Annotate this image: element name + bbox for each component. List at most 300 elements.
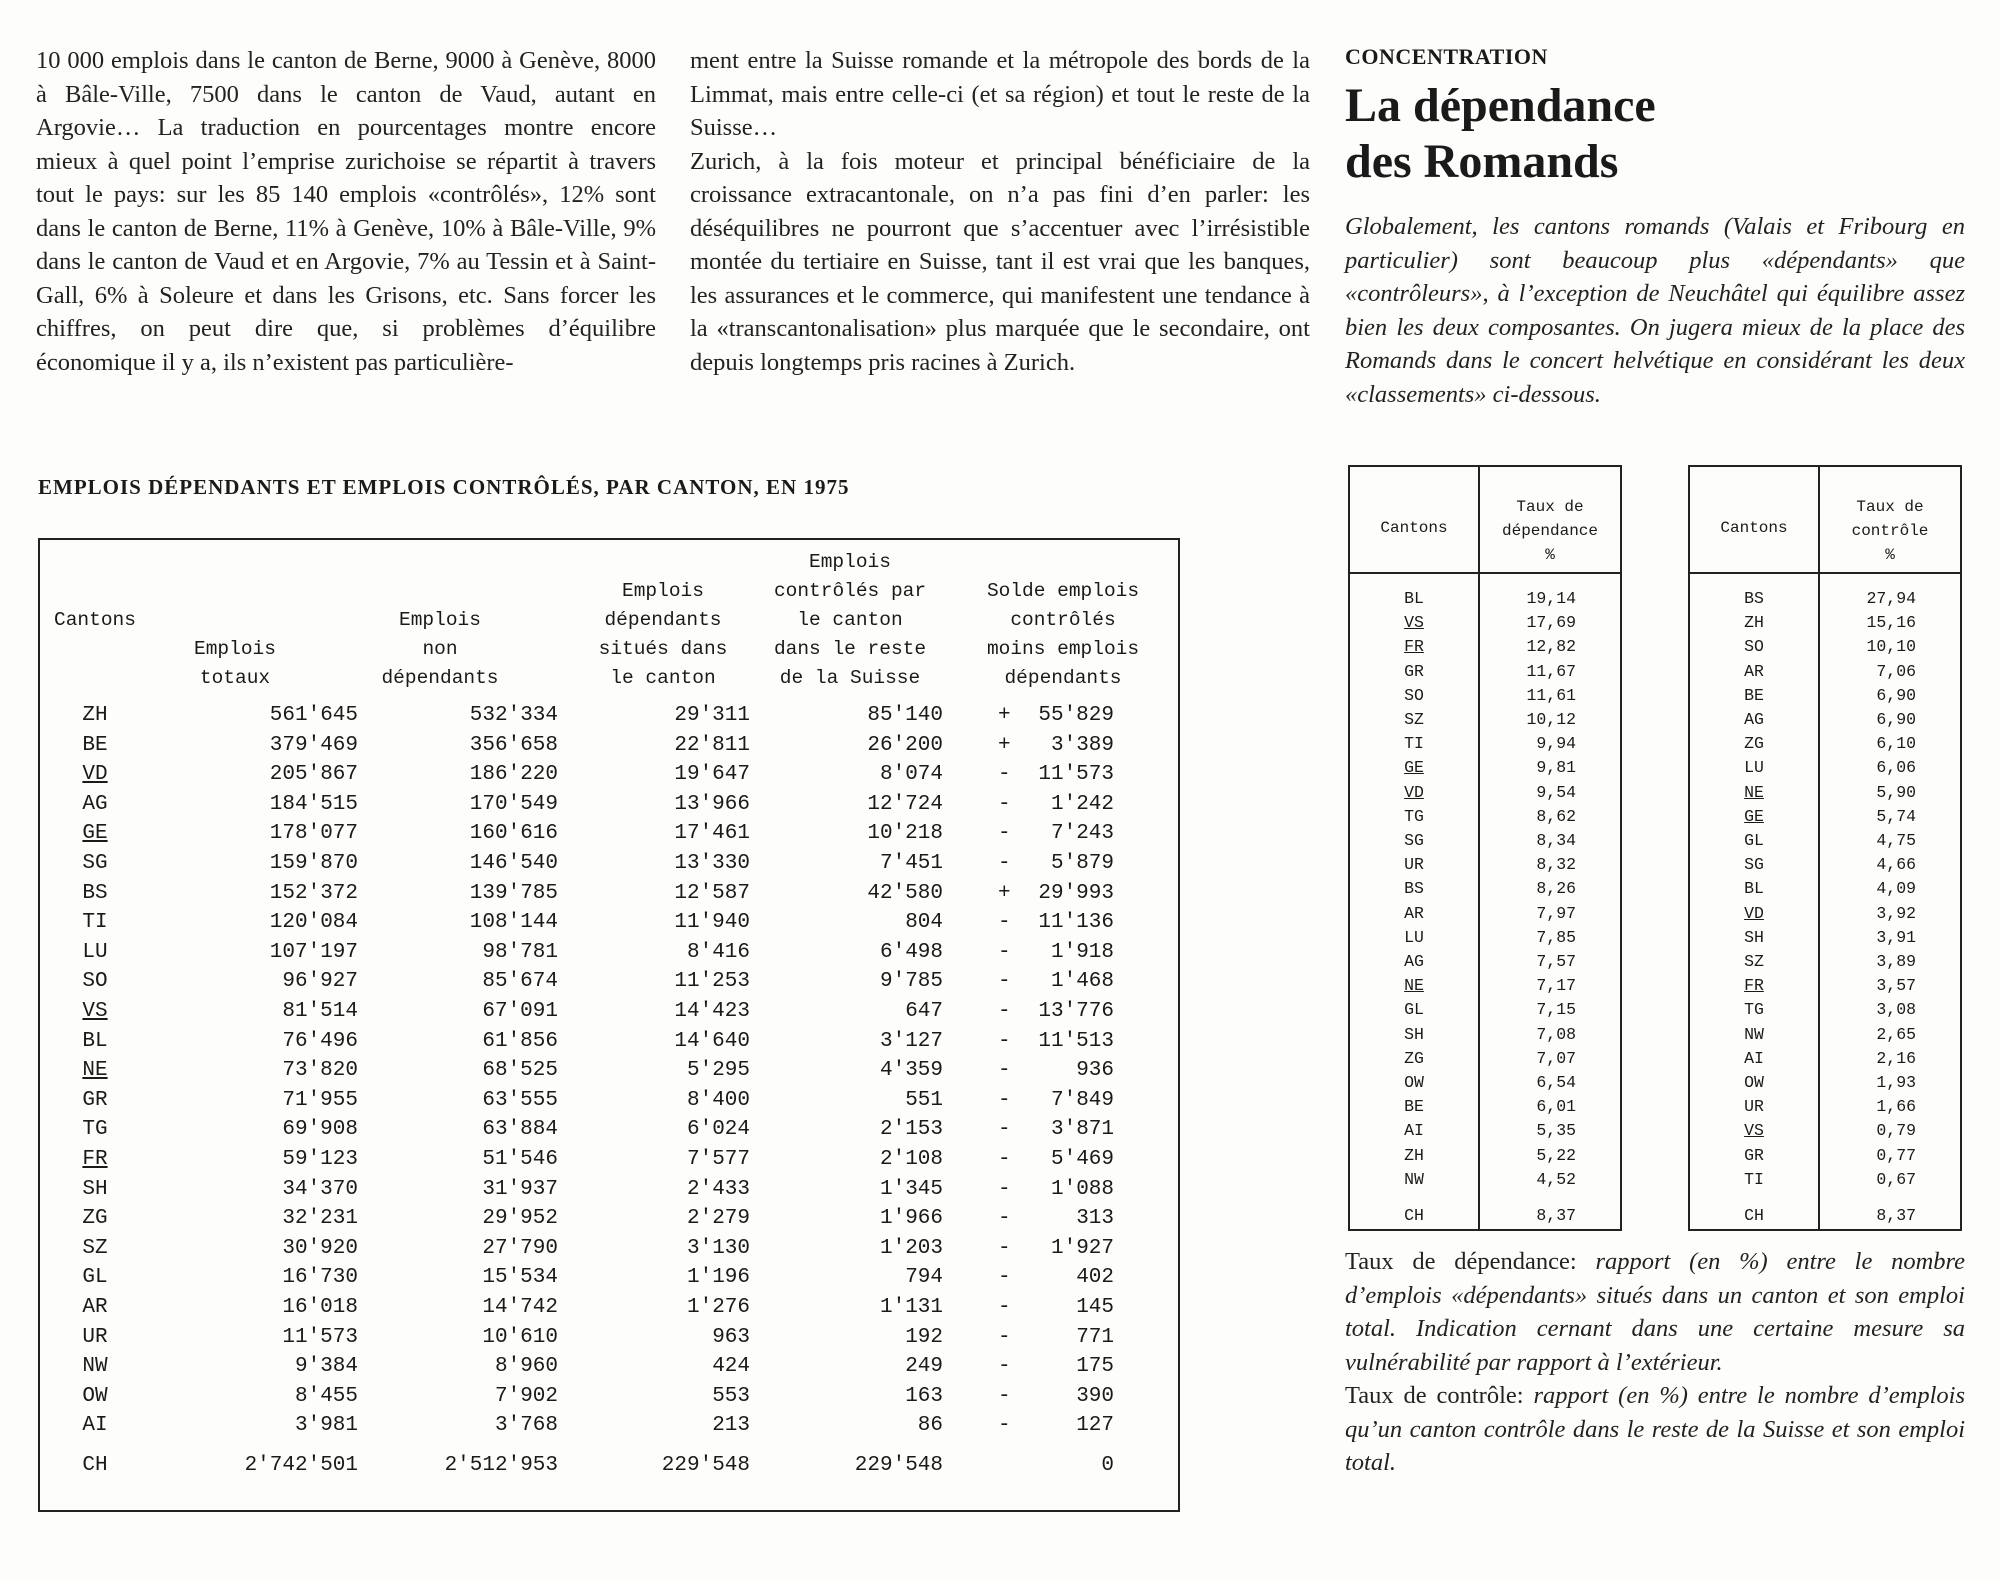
rank-canton: BL: [1744, 879, 1764, 899]
emplois-totaux: 34'370: [282, 1177, 358, 1201]
solde-value: 7'849: [1050, 1088, 1114, 1112]
rank-row: [1350, 758, 1620, 782]
table-row: [40, 1355, 1178, 1384]
solde-sign: -: [998, 852, 1011, 875]
rank-value: 6,06: [1876, 758, 1916, 778]
ranking-dependance-table: [1348, 465, 1622, 1231]
rank-row: [1690, 952, 1960, 976]
total-cell: 229'548: [661, 1454, 750, 1477]
rank-value: 12,82: [1526, 637, 1576, 657]
solde-value: 936: [1076, 1059, 1114, 1083]
rank-value: 3,57: [1876, 976, 1916, 996]
solde-value: 11'573: [1038, 763, 1114, 787]
rank-value: 4,52: [1536, 1169, 1576, 1189]
emplois-controles: 163: [905, 1384, 943, 1408]
emplois-non-dependants: 63'555: [482, 1088, 558, 1112]
rank-row: [1690, 976, 1960, 1000]
rank-canton: SH: [1744, 927, 1764, 947]
rank-value: 5,35: [1536, 1121, 1576, 1141]
rank-value: 10,12: [1526, 710, 1576, 729]
rank-row: [1350, 662, 1620, 686]
total-cell: 2'742'501: [244, 1454, 358, 1477]
emplois-totaux: 561'645: [269, 704, 358, 727]
emplois-controles: 6'498: [879, 940, 943, 964]
rank-canton: VS: [1404, 613, 1424, 633]
emplois-totaux: 73'820: [282, 1059, 358, 1083]
main-table-header-c1-line: totaux: [199, 667, 271, 689]
solde-value: 11'513: [1038, 1029, 1114, 1053]
emplois-non-dependants: 170'549: [469, 792, 558, 816]
rank-canton: VD: [1404, 782, 1424, 802]
table-row: [40, 734, 1178, 763]
rank-row: [1350, 1000, 1620, 1024]
solde-sign: -: [998, 1355, 1011, 1379]
emplois-non-dependants: 51'546: [482, 1148, 558, 1171]
rank-row: [1690, 928, 1960, 952]
emplois-totaux: 59'123: [282, 1148, 358, 1171]
rank-row: [1350, 1146, 1620, 1170]
rank-value: 6,90: [1876, 710, 1916, 729]
table-row: [40, 911, 1178, 940]
emplois-totaux: 30'920: [282, 1236, 358, 1260]
main-table: [38, 538, 1180, 1512]
emplois-dependants: 1'196: [686, 1266, 750, 1290]
rank-canton: GL: [1404, 1000, 1424, 1020]
rank-row: [1350, 879, 1620, 903]
solde-value: 3'389: [1050, 733, 1114, 757]
solde-value: 145: [1076, 1296, 1114, 1319]
solde-value: 13'776: [1038, 1000, 1114, 1023]
total-cell: 2'512'953: [444, 1454, 558, 1477]
definition-controle: [1345, 1379, 1965, 1480]
emplois-totaux: 9'384: [294, 1355, 358, 1379]
rank-canton: BE: [1744, 685, 1764, 705]
rank-value: 1,93: [1876, 1073, 1916, 1092]
solde-sign: -: [998, 1296, 1011, 1319]
emplois-controles: 85'140: [867, 704, 943, 727]
main-table-header-c1: [160, 635, 310, 693]
emplois-totaux: 205'867: [269, 763, 358, 787]
emplois-non-dependants: 186'220: [469, 763, 558, 787]
emplois-dependants: 8'416: [686, 940, 750, 964]
emplois-dependants: 963: [712, 1325, 750, 1349]
table-row: [40, 822, 1178, 851]
emplois-totaux: 8'455: [294, 1384, 358, 1408]
article-column-2-paragraph-2: Zurich, à la fois moteur et principal bénéficiaire de la croissance extracantonale, on n’a pas fini d’en parler: les déséquilibres ne pourront que s’accentuer avec l’irrésistible montée du tertiaire en Suisse, tant il est vrai que les banques, les assurances et le commerce, qui manifestent une tendance à la «transcantonalisation» plus marquée que le secondaire, ont depuis longtemps pris racines à Zurich.: [690, 147, 1310, 376]
main-table-header-c3-line: situés dans: [598, 638, 728, 660]
rank-header-cantons: Cantons: [1380, 519, 1448, 537]
rank-value: 8,37: [1536, 1206, 1576, 1225]
rank-header-rate-line: %: [1885, 546, 1895, 564]
solde-sign: -: [998, 1325, 1011, 1349]
emplois-controles: 1'203: [879, 1236, 943, 1260]
main-table-header-c4-line: Emplois: [809, 551, 891, 573]
rank-value: 5,90: [1876, 782, 1916, 802]
emplois-dependants: 13'330: [674, 852, 750, 875]
solde-sign: -: [998, 1088, 1011, 1112]
rank-value: 6,90: [1876, 685, 1916, 705]
rank-row: [1690, 589, 1960, 613]
rank-canton: NE: [1744, 782, 1764, 802]
rank-canton: TG: [1404, 806, 1424, 826]
emplois-dependants: 8'400: [686, 1088, 750, 1112]
emplois-non-dependants: 31'937: [482, 1177, 558, 1201]
emplois-controles: 794: [905, 1266, 943, 1290]
emplois-non-dependants: 146'540: [469, 852, 558, 875]
rank-row: [1690, 1073, 1960, 1097]
rank-value: 11,67: [1526, 661, 1576, 681]
solde-value: 55'829: [1038, 704, 1114, 727]
table-row: [40, 793, 1178, 822]
emplois-dependants: 11'940: [674, 911, 750, 935]
rank-canton: GL: [1744, 831, 1764, 850]
canton-code: VS: [82, 1000, 108, 1023]
rank-row: [1690, 637, 1960, 661]
rank-row: [1350, 1049, 1620, 1073]
rank-row: [1690, 1000, 1960, 1024]
rank-canton: AI: [1404, 1121, 1424, 1141]
rank-header-rate-line: Taux de: [1856, 498, 1924, 516]
canton-code: SH: [82, 1177, 108, 1201]
solde-sign: -: [998, 822, 1011, 846]
canton-code: NW: [82, 1355, 108, 1379]
rank-row: [1350, 613, 1620, 637]
emplois-dependants: 11'253: [674, 970, 750, 994]
canton-code: SG: [82, 852, 108, 875]
article-column-1: 10 000 emplois dans le canton de Berne, 9000 à Genève, 8000 à Bâle-Ville, 7500 dans le canton de Vaud, autant en Argovie… La traduction en pourcentages montre encore mieux à quel point l’emprise zurichoise se répartit à travers tout le pays: sur les 85 140 emplois «contrôlés», 12% sont dans le canton de Berne, 11% à Genève, 10% à Bâle-Ville, 9% dans le canton de Vaud et en Argovie, 7% au Tessin et à Saint-Gall, 6% à Soleure et dans les Grisons, etc. Sans forcer les chiffres, on peut dire que, si problèmes d’équilibre économique il y a, ils n’existent pas particulière-: [36, 47, 656, 376]
rank-canton: SH: [1404, 1024, 1424, 1044]
table-row: [40, 970, 1178, 999]
canton-code: ZH: [82, 704, 108, 727]
rank-row: [1350, 976, 1620, 1000]
rank-value: 7,08: [1536, 1024, 1576, 1044]
article-kicker: CONCENTRATION: [1345, 44, 1548, 69]
rank-canton: TG: [1744, 1000, 1764, 1020]
rank-canton: ZG: [1404, 1048, 1424, 1068]
article-column-2: [690, 44, 1310, 379]
emplois-totaux: 178'077: [269, 822, 358, 846]
rank-row: [1350, 1170, 1620, 1194]
rank-canton: NW: [1744, 1024, 1764, 1044]
table-row: [40, 1296, 1178, 1325]
rank-value: 17,69: [1526, 613, 1576, 633]
rank-value: 6,01: [1536, 1097, 1576, 1117]
rank-value: 27,94: [1866, 589, 1916, 608]
rank-row: [1350, 904, 1620, 928]
rank-value: 7,97: [1536, 903, 1576, 923]
solde-sign: -: [998, 1207, 1011, 1231]
emplois-non-dependants: 85'674: [482, 970, 558, 994]
rank-canton: NW: [1404, 1169, 1424, 1189]
canton-code: LU: [82, 940, 108, 964]
rank-canton: SZ: [1744, 952, 1764, 971]
rank-row-total: [1690, 1206, 1960, 1230]
rank-value: 7,07: [1536, 1048, 1576, 1068]
emplois-non-dependants: 139'785: [469, 881, 558, 905]
canton-code: BS: [82, 881, 108, 905]
total-cell: CH: [82, 1454, 108, 1477]
definition-dependance-text: rapport (en %) entre le nombre d’emplois «dépendants» situés dans un canton et son emploi total. Indication cernant dans une certaine mesure sa vulnérabilité par rapport à l’extérieur.: [1345, 1248, 1966, 1376]
table-row: [40, 1059, 1178, 1088]
emplois-dependants: 22'811: [674, 733, 750, 757]
table-row-total: [40, 1454, 1178, 1483]
rank-row: [1690, 662, 1960, 686]
emplois-dependants: 5'295: [686, 1059, 750, 1083]
rank-value: 3,89: [1876, 952, 1916, 971]
main-table-header-c3-line: le canton: [610, 667, 716, 689]
emplois-non-dependants: 532'334: [469, 704, 558, 727]
emplois-controles: 8'074: [879, 763, 943, 787]
emplois-non-dependants: 3'768: [494, 1414, 558, 1438]
rank-canton: VS: [1744, 1121, 1764, 1141]
emplois-totaux: 16'018: [282, 1296, 358, 1319]
rank-canton: ZH: [1404, 1145, 1424, 1165]
solde-sign: +: [998, 733, 1011, 757]
emplois-dependants: 17'461: [674, 822, 750, 846]
rank-value: 3,91: [1876, 927, 1916, 947]
rank-canton: AG: [1404, 952, 1424, 971]
rank-value: 0,77: [1876, 1145, 1916, 1165]
article-title-line-2: des Romands: [1345, 135, 1619, 188]
emplois-totaux: 71'955: [282, 1088, 358, 1112]
definition-dependance: [1345, 1245, 1965, 1379]
solde-value: 771: [1076, 1325, 1114, 1349]
emplois-totaux: 152'372: [269, 881, 358, 905]
solde-value: 175: [1076, 1355, 1114, 1379]
emplois-controles: 192: [905, 1325, 943, 1349]
rank-header-rate-line: dépendance: [1501, 522, 1598, 540]
rank-canton: SG: [1744, 855, 1764, 875]
emplois-controles: 1'345: [879, 1177, 943, 1201]
rank-header-cantons: Cantons: [1720, 519, 1788, 537]
rank-value: 8,62: [1536, 806, 1576, 826]
rank-row: [1690, 1121, 1960, 1145]
rank-row: [1350, 1025, 1620, 1049]
emplois-non-dependants: 68'525: [482, 1059, 558, 1083]
emplois-controles: 804: [905, 911, 943, 935]
main-table-header-c2: [360, 606, 520, 693]
header-divider: [1690, 572, 1960, 574]
canton-code: GL: [82, 1266, 108, 1290]
rank-value: 1,66: [1876, 1097, 1916, 1117]
main-table-header-c4-line: dans le reste: [773, 638, 927, 660]
solde-sign: -: [998, 970, 1011, 994]
rank-value: 8,26: [1536, 879, 1576, 899]
rank-value: 4,75: [1876, 831, 1916, 850]
emplois-dependants: 19'647: [674, 763, 750, 787]
rank-row: [1350, 855, 1620, 879]
article-title-line-1: La dépendance: [1345, 79, 1656, 132]
rank-value: 9,94: [1536, 734, 1576, 754]
main-table-header-c1-line: Emplois: [194, 638, 276, 660]
solde-value: 1'927: [1050, 1236, 1114, 1260]
solde-sign: -: [998, 911, 1011, 935]
rank-canton: OW: [1404, 1073, 1424, 1092]
rank-canton: BS: [1404, 879, 1424, 899]
rank-value: 0,79: [1876, 1121, 1916, 1141]
solde-sign: -: [998, 1118, 1011, 1142]
emplois-controles: 9'785: [879, 970, 943, 994]
solde-value: 11'136: [1038, 911, 1114, 935]
rank-header-rate-line: %: [1545, 546, 1555, 564]
emplois-non-dependants: 10'610: [482, 1325, 558, 1349]
article-lead: Globalement, les cantons romands (Valais et Fribourg en particulier) sont beaucoup plus «dépendants» que «contrôleurs», à l’exception de Neuchâtel qui équilibre assez bien les deux composantes. On jugera mieux de la place des Romands dans le concert helvétique en considérant les deux «classements» ci-dessous.: [1345, 213, 1965, 408]
table-row: [40, 1266, 1178, 1295]
rank-value: 4,09: [1876, 879, 1916, 899]
rank-row: [1690, 734, 1960, 758]
emplois-dependants: 553: [712, 1384, 750, 1408]
solde-value: 3'871: [1050, 1118, 1114, 1142]
solde-value: 1'468: [1050, 970, 1114, 994]
rank-row: [1690, 1049, 1960, 1073]
main-table-header-c3-line: dépendants: [604, 609, 722, 631]
rank-value: 15,16: [1866, 613, 1916, 633]
solde-value: 313: [1076, 1207, 1114, 1231]
solde-value: 402: [1076, 1266, 1114, 1290]
rank-canton: TI: [1404, 734, 1424, 754]
rank-row: [1690, 1146, 1960, 1170]
rank-canton: NE: [1404, 976, 1424, 996]
emplois-non-dependants: 14'742: [482, 1296, 558, 1319]
rank-canton: BS: [1744, 589, 1764, 608]
canton-code: VD: [82, 763, 108, 787]
emplois-totaux: 11'573: [282, 1325, 358, 1349]
solde-value: 1'088: [1050, 1177, 1114, 1201]
canton-code: AR: [82, 1296, 108, 1319]
rank-canton: GE: [1404, 758, 1424, 778]
solde-sign: -: [998, 1236, 1011, 1260]
main-table-header-c4: [750, 548, 950, 693]
emplois-controles: 10'218: [867, 822, 943, 846]
rank-canton: AG: [1744, 710, 1764, 729]
main-table-header-c3: [578, 577, 748, 693]
rank-canton: SO: [1404, 685, 1424, 705]
emplois-totaux: 76'496: [282, 1029, 358, 1053]
rank-value: 0,67: [1876, 1169, 1916, 1189]
rank-canton: UR: [1744, 1097, 1764, 1117]
main-table-header-c4-line: de la Suisse: [779, 667, 921, 689]
rank-canton: AR: [1744, 661, 1764, 681]
emplois-controles: 86: [917, 1414, 943, 1438]
solde-value: 127: [1076, 1414, 1114, 1438]
table-row: [40, 1414, 1178, 1443]
solde-value: 390: [1076, 1384, 1114, 1408]
rank-row: [1690, 1097, 1960, 1121]
canton-code: NE: [82, 1059, 108, 1083]
rank-row-total: [1350, 1206, 1620, 1230]
rank-value: 8,34: [1536, 831, 1576, 850]
emplois-totaux: 32'231: [282, 1207, 358, 1231]
solde-sign: -: [998, 1384, 1011, 1408]
table-row: [40, 1207, 1178, 1236]
solde-sign: -: [998, 1029, 1011, 1053]
table-row: [40, 763, 1178, 792]
emplois-dependants: 6'024: [686, 1118, 750, 1142]
emplois-totaux: 3'981: [294, 1414, 358, 1438]
emplois-controles: 551: [905, 1088, 943, 1112]
rank-row: [1350, 783, 1620, 807]
rank-canton: SG: [1404, 831, 1424, 850]
emplois-totaux: 69'908: [282, 1118, 358, 1142]
emplois-dependants: 13'966: [674, 792, 750, 816]
main-table-header-c2-line: non: [422, 638, 458, 660]
rank-canton: TI: [1744, 1169, 1764, 1189]
solde-sign: -: [998, 1148, 1011, 1171]
rank-value: 9,54: [1536, 782, 1576, 802]
table-row: [40, 704, 1178, 733]
rank-canton: AI: [1744, 1048, 1764, 1068]
canton-code: UR: [82, 1325, 108, 1349]
main-table-header-c5-line: dépendants: [1004, 667, 1122, 689]
emplois-controles: 4'359: [879, 1059, 943, 1083]
emplois-controles: 249: [905, 1355, 943, 1379]
emplois-totaux: 184'515: [269, 792, 358, 816]
table-row: [40, 941, 1178, 970]
rank-row: [1350, 807, 1620, 831]
main-table-header-c2-line: dépendants: [381, 667, 499, 689]
solde-sign: -: [998, 940, 1011, 964]
rank-value: 11,61: [1526, 685, 1576, 705]
rank-value: 5,74: [1876, 806, 1916, 826]
rank-row: [1690, 904, 1960, 928]
rank-row: [1350, 710, 1620, 734]
solde-value: 1'242: [1050, 792, 1114, 816]
rank-row: [1690, 710, 1960, 734]
canton-code: SZ: [82, 1236, 108, 1260]
main-table-header-c5-line: moins emplois: [986, 638, 1140, 660]
emplois-totaux: 96'927: [282, 970, 358, 994]
table-row: [40, 1385, 1178, 1414]
main-table-header-c2-line: Emplois: [399, 609, 481, 631]
total-cell: 0: [1101, 1454, 1114, 1477]
rank-row: [1350, 952, 1620, 976]
solde-sign: -: [998, 1177, 1011, 1201]
rank-canton: UR: [1404, 855, 1424, 875]
rank-value: 3,08: [1876, 1000, 1916, 1020]
solde-sign: -: [998, 763, 1011, 787]
rank-canton: SZ: [1404, 710, 1424, 729]
solde-sign: -: [998, 792, 1011, 816]
rank-canton: FR: [1404, 637, 1424, 657]
emplois-dependants: 14'640: [674, 1029, 750, 1053]
main-table-header-c5: [958, 577, 1168, 693]
canton-code: ZG: [82, 1207, 108, 1231]
solde-value: 29'993: [1038, 881, 1114, 905]
canton-code: GR: [82, 1088, 108, 1112]
table-row: [40, 1118, 1178, 1147]
canton-code: AG: [82, 792, 108, 816]
emplois-non-dependants: 63'884: [482, 1118, 558, 1142]
canton-code: BE: [82, 733, 108, 757]
emplois-dependants: 213: [712, 1414, 750, 1438]
rank-value: 5,22: [1536, 1145, 1576, 1165]
table-row: [40, 852, 1178, 881]
rank-row: [1350, 928, 1620, 952]
solde-value: 7'243: [1050, 822, 1114, 846]
rank-value: 6,54: [1536, 1073, 1576, 1092]
rank-value: 6,10: [1876, 734, 1916, 754]
emplois-non-dependants: 27'790: [482, 1236, 558, 1260]
main-table-header-c4-line: contrôlés par: [773, 580, 927, 602]
rank-row: [1350, 589, 1620, 613]
rank-canton: LU: [1404, 927, 1424, 947]
emplois-non-dependants: 15'534: [482, 1266, 558, 1290]
table-row: [40, 1089, 1178, 1118]
emplois-non-dependants: 108'144: [469, 911, 558, 935]
rank-row: [1690, 1025, 1960, 1049]
rank-value: 2,16: [1876, 1048, 1916, 1068]
definition-dependance-label: Taux de dépendance:: [1345, 1248, 1577, 1275]
